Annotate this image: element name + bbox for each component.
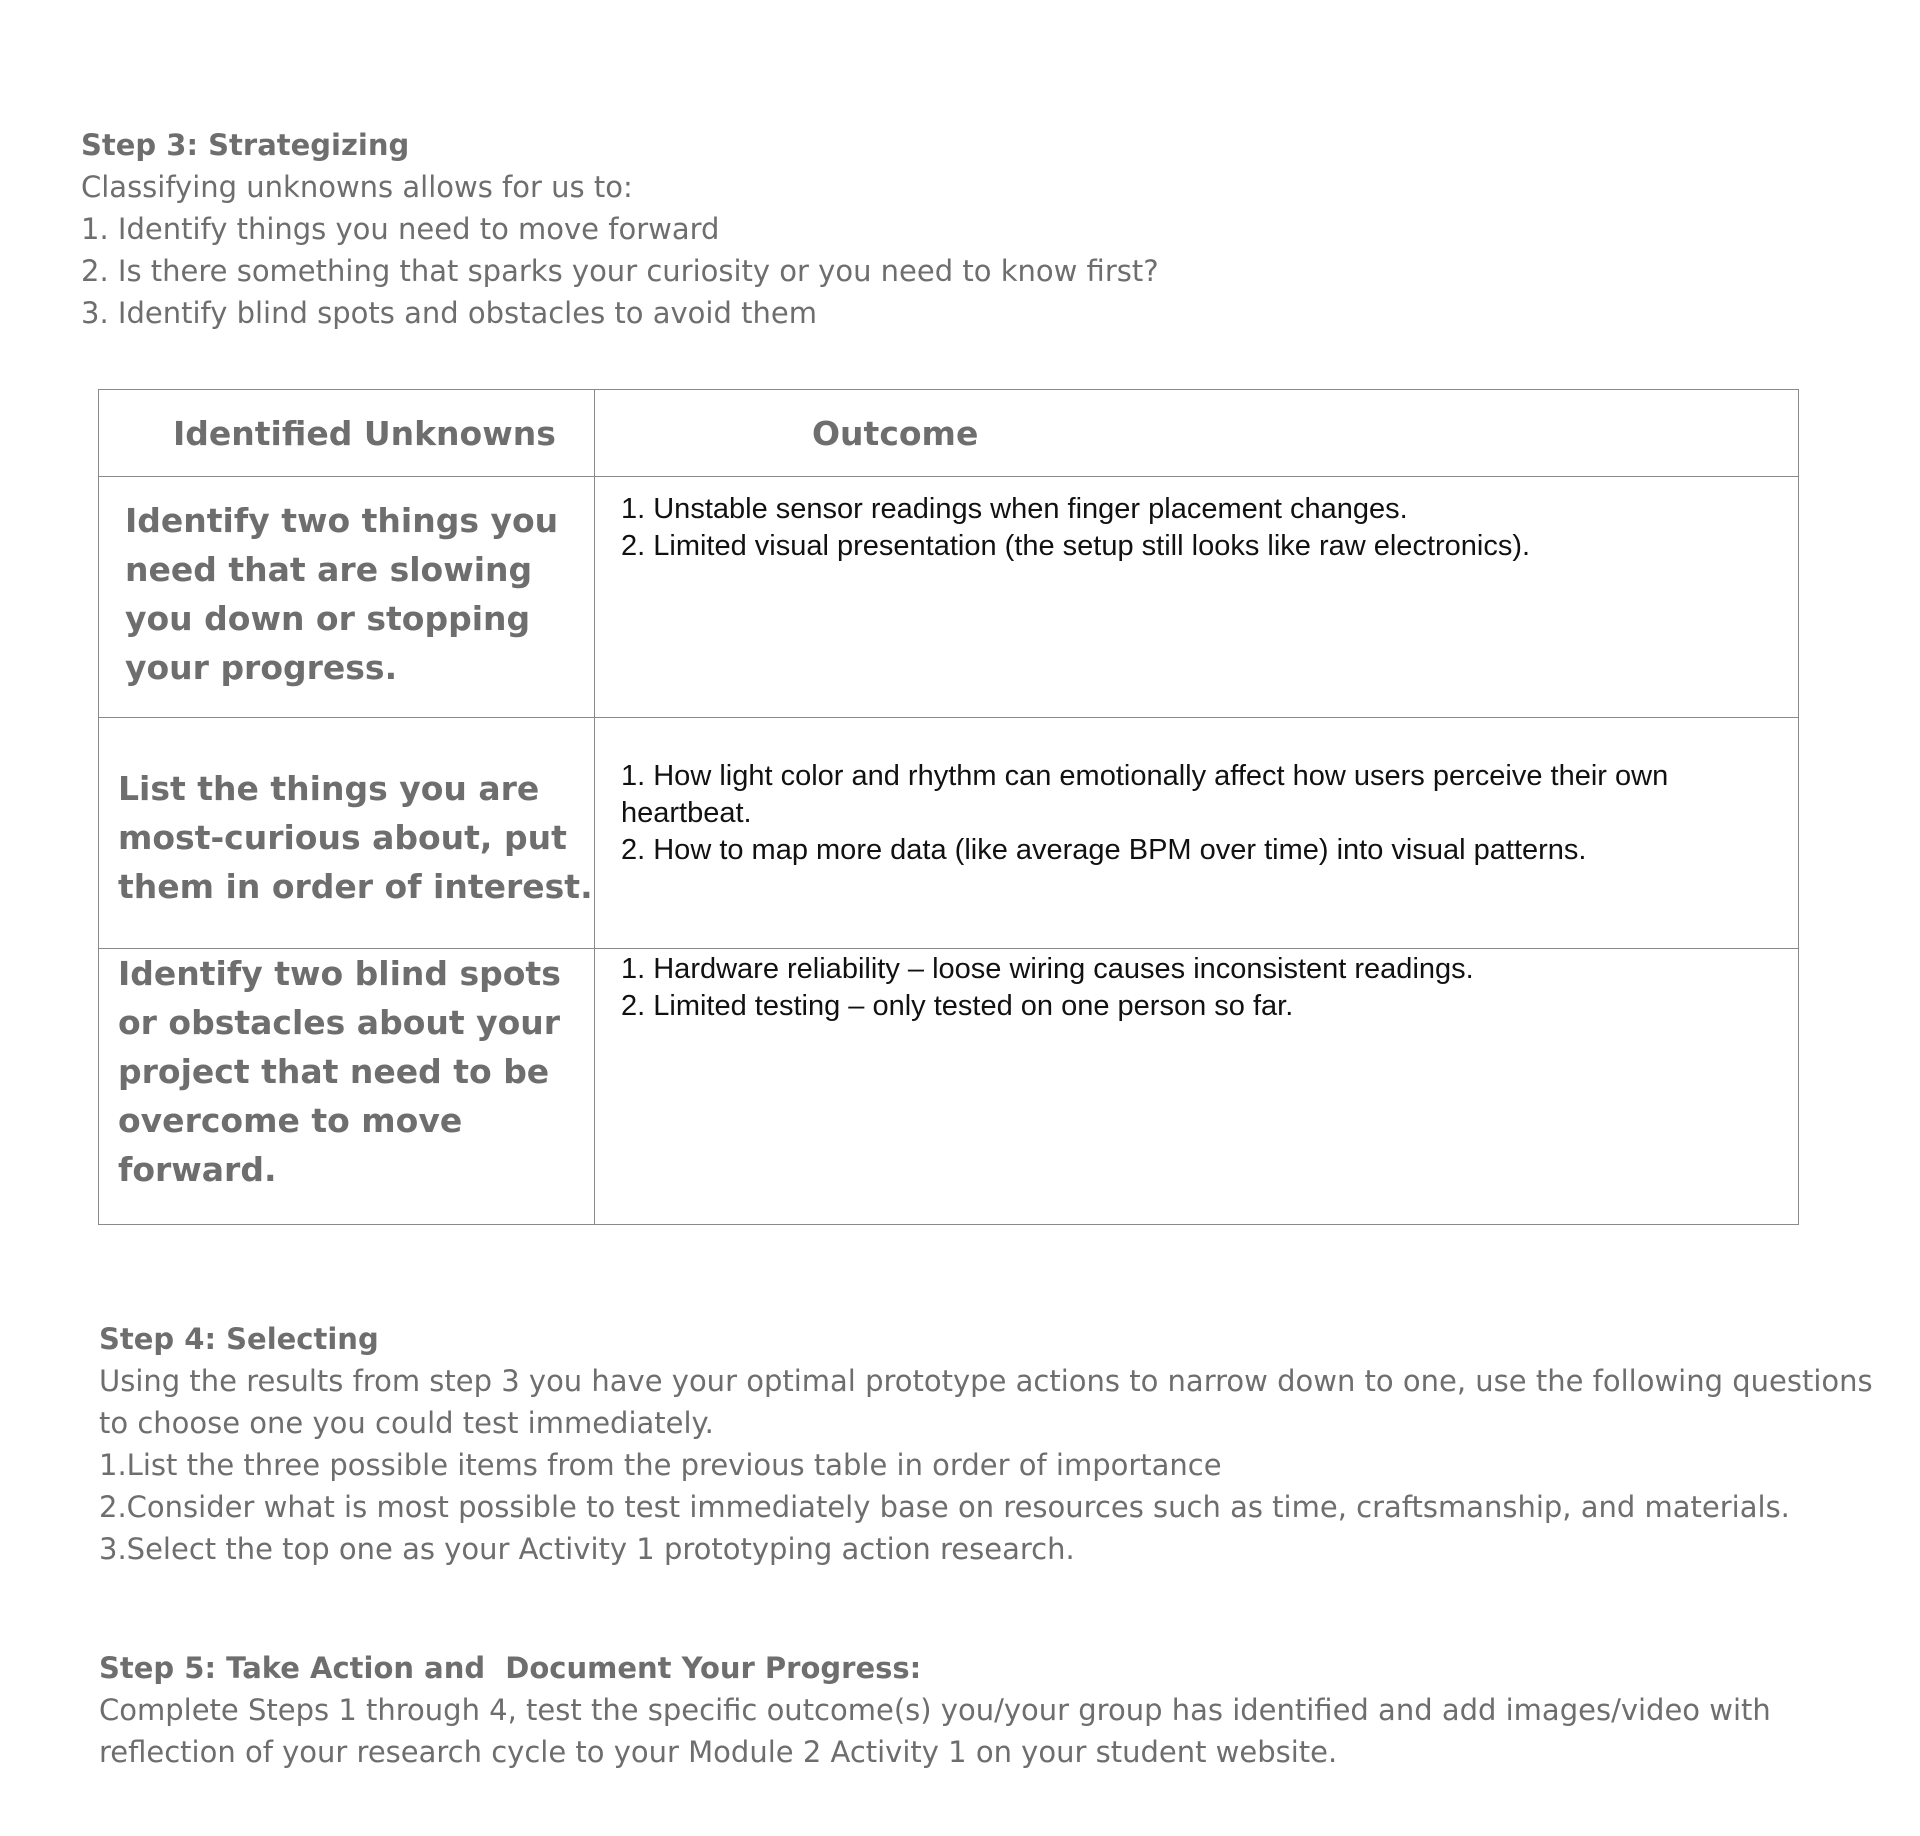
step5-heading: Step 5: Take Action and Document Your Progress: — [99, 1651, 922, 1685]
step3-item-1: 1. Identify things you need to move forward — [81, 212, 720, 246]
step4-section — [99, 1318, 1879, 1570]
outcome-item: 2. Limited visual presentation (the setup still looks like raw electronics). — [621, 530, 1531, 562]
header-identified-unknowns: Identified Unknowns — [99, 390, 595, 477]
step5-body: Complete Steps 1 through 4, test the specific outcome(s) you/your group has identified and add images/video with reflection of your research cycle to your Module 2 Activity 1 on your student website. — [99, 1693, 1771, 1769]
step5-section — [99, 1647, 1879, 1773]
step4-item-1: 1.List the three possible items from the previous table in order of importance — [99, 1448, 1222, 1482]
table-row — [99, 949, 1799, 1225]
row-question: Identify two things you need that are slowing you down or stopping your progress. — [99, 477, 595, 718]
step3-item-3: 3. Identify blind spots and obstacles to avoid them — [81, 296, 817, 330]
outcome-item: 1. Hardware reliability – loose wiring causes inconsistent readings. — [621, 953, 1474, 985]
step4-heading: Step 4: Selecting — [99, 1322, 379, 1356]
outcome-item: 1. Unstable sensor readings when finger placement changes. — [621, 493, 1408, 525]
step3-heading: Step 3: Strategizing — [81, 128, 410, 162]
step4-item-2: 2.Consider what is most possible to test immediately base on resources such as time, craftsmanship, and materials. — [99, 1490, 1790, 1524]
outcome-item: 1. How light color and rhythm can emotionally affect how users perceive their own heartbeat. — [621, 760, 1669, 829]
row-question: Identify two blind spots or obstacles about your project that need to be overcome to move forward. — [99, 949, 595, 1225]
outcome-item: 2. How to map more data (like average BPM over time) into visual patterns. — [621, 834, 1587, 866]
row-outcome[interactable] — [595, 718, 1799, 949]
table-header-row — [99, 390, 1799, 477]
unknowns-table — [98, 389, 1799, 1225]
outcome-item: 2. Limited testing – only tested on one person so far. — [621, 990, 1294, 1022]
step3-intro: Classifying unknowns allows for us to: — [81, 170, 633, 204]
step4-intro: Using the results from step 3 you have your optimal prototype actions to narrow down to one, use the following questions to choose one you could test immediately. — [99, 1364, 1873, 1440]
header-outcome: Outcome — [595, 390, 1799, 477]
step3-section — [81, 124, 1159, 334]
row-question: List the things you are most-curious about, put them in order of interest. — [99, 718, 595, 949]
table-row — [99, 718, 1799, 949]
row-outcome[interactable] — [595, 949, 1799, 1225]
step4-item-3: 3.Select the top one as your Activity 1 prototyping action research. — [99, 1532, 1075, 1566]
table-row — [99, 477, 1799, 718]
step3-item-2: 2. Is there something that sparks your curiosity or you need to know first? — [81, 254, 1159, 288]
row-outcome[interactable] — [595, 477, 1799, 718]
